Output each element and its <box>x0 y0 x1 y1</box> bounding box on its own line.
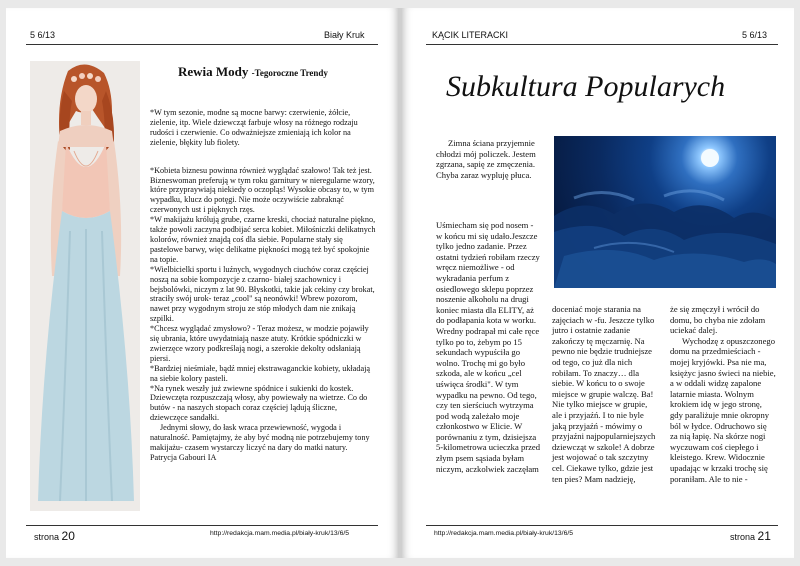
column-3-text-a: że się zmęczył i wrócił do domu, bo chyba nie zdołam uciekać dalej. <box>670 304 766 336</box>
story-column-3 <box>670 304 776 484</box>
right-footer-number: 21 <box>757 529 771 543</box>
paragraph-sport: *Wielbicielki sportu i luźnych, wygodnych ciuchów coraz częściej noszą na sobie kompozycje z czarno- białej szachownicy i bejsbolówki, niczym z lat 90. Błyskotki, takie jak cekiny czy brokat, straciły swój urok- teraz „cool" są neonówki! Wbrew pozorom, nawet przy wygodnym stroju ze stóp młodych dam nie znikają szpilki. <box>150 264 375 324</box>
paragraph-summary: Jednymi słowy, do łask wraca przewiewność, wygoda i naturalność. Pamiętajmy, że aby być modną nie potrzebujemy tony makijażu- czasem wystarczy liczyć na dary do matki natury. Patrycja Gabouri IA <box>150 423 370 462</box>
intro-paragraph: Zimna ściana przyjemnie chłodzi mój policzek. Jestem zgrzana, sapię ze zmęczenia. Chyba zaraz wypluję płuca. <box>436 138 536 180</box>
night-sky-moon-photo <box>554 136 776 288</box>
left-header-issue: 5 6/13 <box>30 30 56 40</box>
fashion-model-photo <box>30 61 140 511</box>
story-title: Subkultura Popularych <box>446 70 726 103</box>
right-footer-label: strona <box>730 532 756 542</box>
left-page-number <box>34 529 75 543</box>
right-header-section: KĄCIK LITERACKI <box>432 30 509 40</box>
right-footer-url[interactable]: http://redakcja.mam.media.pl/biały-kruk/13/6/5 <box>434 530 574 537</box>
left-footer-url[interactable]: http://redakcja.mam.media.pl/biały-kruk/13/6/5 <box>210 530 350 537</box>
paragraph-skirts: *Na rynek weszły już zwiewne spódnice i sukienki do kostek. Dziewczęta rozpuszczają włosy, aby powiewały na wietrze. Co do butów - na naszych stopach coraz częściej lądują śliczne, dziewczęce sandałki. <box>150 383 368 423</box>
left-page <box>6 8 398 558</box>
right-header-rule <box>426 44 778 45</box>
column-3-text-b: Wychodzę z opuszczonego domu na przedmieściach - mojej kryjówki. Psa nie ma, księżyc jasno świeci na niebie, a w oddali widzę zapalone latarnie miasta. Wolnym krokiem idę w jego stronę, gdy paraliżuje mnie okropny ból w łydce. Odruchowo się za nią łapię. Na skórze nogi wyczuwam coś ciepłego i kleistego. Krew. Widocznie upadając w krzaki trochę się poraniłam. Ale to nie - <box>670 335 776 484</box>
paragraph-colors: *W tym sezonie, modne są mocne barwy: czerwienie, żółcie, zielenie, itp. Wiele dziewcząt farbuje włosy na różnego rodzaju rudości i czerwienie. Co odważniejsze zmieniają ich kolor na zielenie, błękity lub fiolety. <box>150 108 358 147</box>
story-intro <box>436 138 536 180</box>
left-footer-label: strona <box>34 532 60 542</box>
left-footer-rule <box>26 525 378 526</box>
right-page-number <box>730 529 771 543</box>
left-footer-number: 20 <box>61 529 75 543</box>
magazine-spread <box>6 8 794 558</box>
left-header-rule <box>26 44 378 45</box>
story-column-1 <box>436 220 541 474</box>
column-1-text: Uśmiecham się pod nosem - w końcu mi się udało.Jeszcze tylko jedno zadanie. Przez ostatni tydzień robiłam rzeczy wręcz niemożliwe - od wykradania perfum z osiedlowego sklepu poprzez noszenie alkoholu na drugi koniec miasta dla ELITY, aż do podłapania kota w worku. Wredny podrapał mi całe ręce tylko po to, żebym po 15 sekundach wypuściła go wolno. Trochę mi go było szkoda, ale w końcu „cel uświęca środki". W tym wypadku na pewno. Od tego, czy ten sierściuch wytrzyma pod wodą zależało moje członkostwo w Elicie. W porównaniu z tym, dzisiejsza 5-kilometrowa ucieczka przed złym psem sąsiada byłam niczym, aczkolwiek zaczęłam <box>436 220 541 474</box>
paragraph-business: *Kobieta biznesu powinna również wyglądać szałowo! Tak też jest. Bizneswoman preferują w tym roku garnitury w nieregularne wzory, które przypraywiają niekiedy o oczopląs! Wysokie obcasy to, w tym wypadku, klucz do potęgi. Nie może oczywiście zabraknąć czerwonych ust i pięknych rzęs. <box>150 165 375 215</box>
right-footer-rule <box>426 525 778 526</box>
paragraph-makeup: *W makijażu królują grube, czarne kreski, chociaż naturalne piękno, także powoli zaczyna podbijać serca kobiet. Miłośniczki delikatnych kolorów, również znajdą coś dla siebie. Popularne stały się pastelowe barwy, więc delikatne piękności mogą też być spokojnie na topie. <box>150 215 376 264</box>
article-subtitle: -Tegoroczne Trendy <box>251 68 328 78</box>
article-body <box>150 108 376 463</box>
left-header-magazine: Biały Kruk <box>324 30 365 40</box>
paragraph-pastel: *Bardziej nieśmiałe, bądź mniej ekstrawaganckie kobiety, układają na siebie kolory pasteli. <box>150 363 370 383</box>
article-title <box>178 64 328 80</box>
article-title-main: Rewia Mody <box>178 64 249 79</box>
right-header-issue: 5 6/13 <box>742 30 768 40</box>
paragraph-sensual: *Chcesz wyglądać zmysłowo? - Teraz możesz, w modzie pojawiły się ubrania, które uwydatniają nasze atuty. Krótkie spódniczki w zwierzęce wzory podkreślają nogi, a szerokie dekolty odsłaniają piersi. <box>150 324 369 363</box>
fashion-model-illustration <box>30 61 140 511</box>
moon-clouds-illustration <box>554 136 776 288</box>
story-column-2 <box>552 304 656 484</box>
column-2-text: doceniać moje starania na zajęciach w -fu. Jeszcze tylko jutro i ostatnie zadanie zakończy tę męczarnię. Na pewno nie będzie trudniejsze od tego, co już dla nich robiłam. To znaczy… dla siebie. W końcu to o swoje miejsce w grupie walczę. Ba! Nie tylko miejsce w grupie, ale i przyjaźń. I to nie byle jaką przyjaźń - mówimy o przyjaźni najpopularniejszych dziewcząt w szkole! A dobrze jest wojować o tak szczytny cel. Ciekawe tylko, gdzie jest ten pies? Mam nadzieję, <box>552 304 656 484</box>
